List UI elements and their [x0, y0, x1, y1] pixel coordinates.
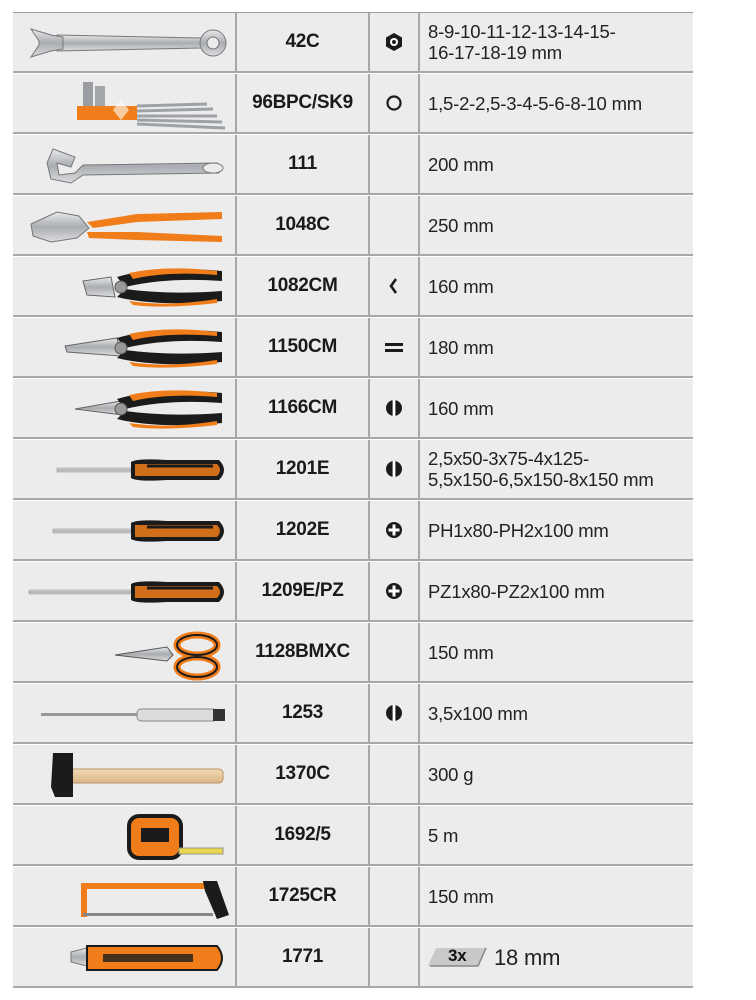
article-code: 96BPC/SK9 [237, 74, 370, 132]
tool-image-cell [13, 196, 237, 254]
table-row [13, 745, 693, 805]
article-code: 1209E/PZ [237, 562, 370, 620]
size-cell [420, 806, 693, 864]
tool-image-cell [13, 501, 237, 559]
tool-image-cell [13, 257, 237, 315]
table-row [13, 74, 693, 134]
article-code: 1201E [237, 440, 370, 498]
table-row [13, 806, 693, 866]
size-text: 160 mm [428, 397, 494, 419]
tape-measure-image [17, 808, 233, 864]
article-code: 1150CM [237, 318, 370, 376]
size-text: 150 mm [428, 885, 494, 907]
table-row [13, 318, 693, 378]
tip-type-cell [370, 684, 420, 742]
table-row [13, 684, 693, 744]
table-row [13, 379, 693, 439]
table-row [13, 562, 693, 622]
table-row [13, 501, 693, 561]
phillips-tip-icon [385, 520, 403, 540]
size-cell [420, 135, 693, 193]
size-cell [420, 440, 693, 498]
tip-type-cell [370, 806, 420, 864]
article-code: 1725CR [237, 867, 370, 925]
tool-image-cell [13, 867, 237, 925]
size-text: 3,5x100 mm [428, 702, 528, 724]
cutter-knife-image [17, 930, 233, 986]
blade-quantity: 3x [448, 946, 467, 965]
tool-image-cell [13, 562, 237, 620]
size-text: PZ1x80-PZ2x100 mm [428, 580, 605, 602]
tool-catalog-table [13, 12, 693, 989]
blade-size-text: 18 mm [494, 944, 561, 970]
tip-type-cell [370, 135, 420, 193]
size-text: 5,5x150-6,5x150-8x150 mm [428, 469, 654, 490]
tip-type-cell [370, 928, 420, 986]
size-cell [420, 379, 693, 437]
pozidriv-tip-icon [385, 581, 403, 601]
slotted-screwdriver-image [17, 442, 233, 498]
ring-icon [385, 93, 403, 113]
tip-type-cell [370, 623, 420, 681]
tool-image-cell [13, 623, 237, 681]
article-code: 1692/5 [237, 806, 370, 864]
long-nose-pliers-image [17, 381, 233, 437]
tip-type-cell [370, 257, 420, 315]
article-code: 1048C [237, 196, 370, 254]
tip-type-cell [370, 74, 420, 132]
size-text: 1,5-2-2,5-3-4-5-6-8-10 mm [428, 92, 642, 114]
size-text: 250 mm [428, 214, 494, 236]
tool-image-cell [13, 74, 237, 132]
size-cell [420, 623, 693, 681]
size-cell [420, 501, 693, 559]
article-code: 1202E [237, 501, 370, 559]
size-text: 8-9-10-11-12-13-14-15- [428, 21, 616, 42]
water-pump-pliers-image [17, 198, 233, 254]
size-text: 200 mm [428, 153, 494, 175]
size-cell [420, 684, 693, 742]
table-row [13, 623, 693, 683]
table-row [13, 867, 693, 927]
tool-image-cell [13, 806, 237, 864]
size-cell [420, 928, 693, 986]
hex-key-set-image [17, 76, 233, 132]
table-row [13, 440, 693, 500]
article-code: 1128BMXC [237, 623, 370, 681]
flat-jaw-icon [385, 337, 403, 357]
slotted-tip-icon [385, 459, 403, 479]
tool-image-cell [13, 318, 237, 376]
size-cell [420, 745, 693, 803]
tip-type-cell [370, 501, 420, 559]
tip-type-cell [370, 196, 420, 254]
electrician-scissors-image [17, 625, 233, 681]
tip-type-cell [370, 318, 420, 376]
table-row [13, 928, 693, 988]
tip-type-cell [370, 562, 420, 620]
combination-wrench-image [17, 15, 233, 71]
article-code: 1771 [237, 928, 370, 986]
table-row [13, 257, 693, 317]
size-cell [420, 74, 693, 132]
slotted-tip-icon [385, 398, 403, 418]
article-code: 42C [237, 13, 370, 71]
article-code: 1370C [237, 745, 370, 803]
size-cell [420, 257, 693, 315]
hex-nut-icon [385, 32, 403, 52]
table-row [13, 135, 693, 195]
table-row [13, 13, 693, 73]
tool-image-cell [13, 440, 237, 498]
tool-image-cell [13, 745, 237, 803]
size-text: 160 mm [428, 275, 494, 297]
adjustable-wrench-image [17, 137, 233, 193]
size-text: 5 m [428, 824, 459, 846]
size-text: 180 mm [428, 336, 494, 358]
diagonal-cutters-image [17, 259, 233, 315]
combination-pliers-image [17, 320, 233, 376]
hammer-image [17, 747, 233, 803]
size-cell [420, 867, 693, 925]
size-cell [420, 13, 693, 71]
tip-type-cell [370, 13, 420, 71]
tool-image-cell [13, 135, 237, 193]
article-code: 1082CM [237, 257, 370, 315]
size-cell [420, 318, 693, 376]
size-text: 16-17-18-19 mm [428, 42, 562, 63]
tip-type-cell [370, 440, 420, 498]
article-code: 1253 [237, 684, 370, 742]
article-code: 111 [237, 135, 370, 193]
size-cell [420, 196, 693, 254]
tool-image-cell [13, 13, 237, 71]
tip-type-cell [370, 867, 420, 925]
tip-type-cell [370, 379, 420, 437]
size-text: 300 g [428, 763, 474, 785]
tip-type-cell [370, 745, 420, 803]
size-text: 2,5x50-3x75-4x125- [428, 448, 589, 469]
slotted-tip-icon [385, 703, 403, 723]
voltage-tester-image [17, 686, 233, 742]
article-code: 1166CM [237, 379, 370, 437]
hacksaw-image [17, 869, 233, 925]
tool-image-cell [13, 684, 237, 742]
blade-count-badge [428, 944, 560, 970]
side-cutter-icon [385, 276, 403, 296]
size-cell [420, 562, 693, 620]
phillips-screwdriver-image [17, 503, 233, 559]
tool-image-cell [13, 379, 237, 437]
size-text: 150 mm [428, 641, 494, 663]
pozidriv-screwdriver-image [17, 564, 233, 620]
size-text: PH1x80-PH2x100 mm [428, 519, 609, 541]
table-row [13, 196, 693, 256]
tool-image-cell [13, 928, 237, 986]
